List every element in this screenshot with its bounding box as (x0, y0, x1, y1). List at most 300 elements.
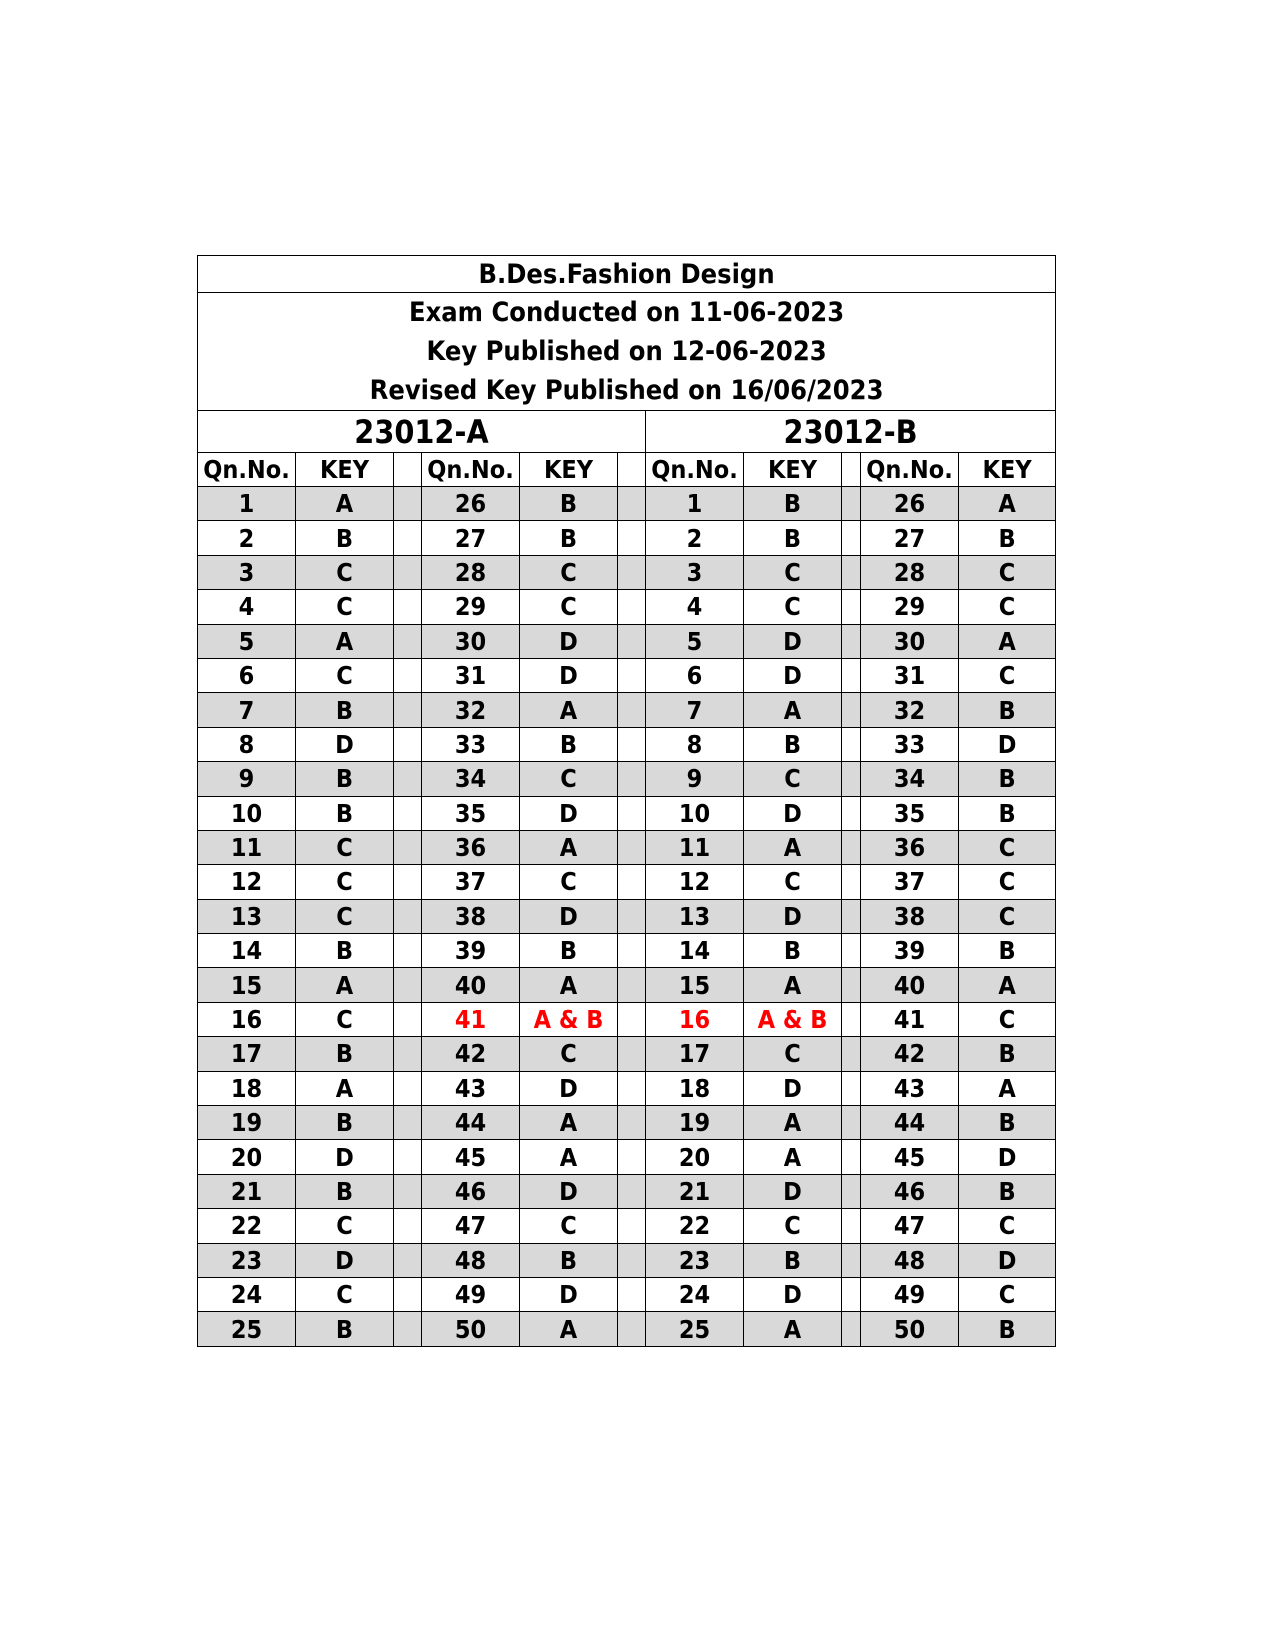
question-number-cell: 50 (861, 1312, 959, 1346)
question-number-cell: 38 (861, 899, 959, 933)
column-spacer (394, 1243, 422, 1277)
answer-key-cell: B (296, 1312, 394, 1346)
question-number-cell: 34 (422, 762, 520, 796)
question-number-cell: 32 (422, 693, 520, 727)
column-spacer (842, 1312, 861, 1346)
answer-key-cell: B (959, 762, 1056, 796)
table-row (198, 590, 1056, 624)
column-spacer (842, 762, 861, 796)
answer-key-cell: B (744, 934, 842, 968)
answer-key-cell: D (959, 727, 1056, 761)
answer-key-cell: B (959, 1312, 1056, 1346)
answer-key-cell: C (744, 590, 842, 624)
column-spacer (842, 453, 861, 487)
answer-key-cell: D (296, 727, 394, 761)
answer-key-cell: B (959, 693, 1056, 727)
column-header-key: KEY (520, 453, 618, 487)
answer-rows (198, 487, 1056, 1347)
question-number-cell: 10 (198, 796, 296, 830)
column-spacer (842, 487, 861, 521)
answer-key-cell: A (520, 1140, 618, 1174)
answer-key-cell: C (296, 899, 394, 933)
revised-date: Revised Key Published on 16/06/2023 (369, 375, 884, 406)
question-number-cell: 48 (422, 1243, 520, 1277)
question-number-cell: 21 (646, 1174, 744, 1208)
answer-key-cell: A (959, 1071, 1056, 1105)
answer-key-cell: A (744, 1106, 842, 1140)
question-number-cell: 25 (198, 1312, 296, 1346)
question-number-cell: 10 (646, 796, 744, 830)
answer-key-cell: A (296, 624, 394, 658)
question-number-cell: 44 (861, 1106, 959, 1140)
question-number-cell: 19 (646, 1106, 744, 1140)
column-spacer (842, 1071, 861, 1105)
column-spacer (618, 968, 646, 1002)
question-number-cell: 44 (422, 1106, 520, 1140)
answer-key-cell: C (959, 1002, 1056, 1036)
column-spacer (618, 865, 646, 899)
column-spacer (842, 693, 861, 727)
answer-key-cell: D (744, 899, 842, 933)
table-row (198, 899, 1056, 933)
set-a-heading: 23012-A (198, 411, 646, 453)
column-spacer (394, 487, 422, 521)
answer-key-cell: A & B (520, 1002, 618, 1036)
table-row (198, 487, 1056, 521)
question-number-cell: 34 (861, 762, 959, 796)
question-number-cell: 47 (861, 1209, 959, 1243)
question-number-cell: 16 (646, 1002, 744, 1036)
column-spacer (618, 1106, 646, 1140)
question-number-cell: 11 (646, 830, 744, 864)
answer-key-cell: B (959, 1174, 1056, 1208)
answer-key-cell: C (296, 1209, 394, 1243)
question-number-cell: 23 (198, 1243, 296, 1277)
table-row (198, 865, 1056, 899)
question-number-cell: 22 (646, 1209, 744, 1243)
column-spacer (842, 1140, 861, 1174)
table-row (198, 1140, 1056, 1174)
answer-key-cell: C (296, 590, 394, 624)
answer-key-cell: C (959, 1209, 1056, 1243)
answer-key-cell: D (520, 1174, 618, 1208)
column-spacer (842, 1106, 861, 1140)
column-spacer (842, 830, 861, 864)
question-number-cell: 9 (646, 762, 744, 796)
answer-key-cell: D (296, 1140, 394, 1174)
column-spacer (842, 658, 861, 692)
question-number-cell: 28 (861, 555, 959, 589)
answer-key-cell: C (520, 1209, 618, 1243)
question-number-cell: 36 (422, 830, 520, 864)
column-spacer (394, 899, 422, 933)
answer-key-cell: A (296, 487, 394, 521)
question-number-cell: 41 (861, 1002, 959, 1036)
answer-key-cell: A (959, 624, 1056, 658)
answer-key-cell: A (744, 1140, 842, 1174)
answer-key-cell: B (959, 521, 1056, 555)
question-number-cell: 12 (198, 865, 296, 899)
column-spacer (394, 830, 422, 864)
question-number-cell: 31 (422, 658, 520, 692)
column-spacer (618, 762, 646, 796)
answer-key-cell: D (744, 1071, 842, 1105)
answer-key-cell: C (296, 658, 394, 692)
question-number-cell: 5 (198, 624, 296, 658)
answer-key-cell: C (744, 1037, 842, 1071)
dates-block (198, 293, 1056, 411)
question-number-cell: 30 (861, 624, 959, 658)
question-number-cell: 33 (422, 727, 520, 761)
answer-key-cell: B (296, 762, 394, 796)
column-spacer (394, 624, 422, 658)
question-number-cell: 20 (198, 1140, 296, 1174)
answer-key-cell: D (744, 1277, 842, 1311)
question-number-cell: 35 (422, 796, 520, 830)
question-number-cell: 45 (861, 1140, 959, 1174)
answer-key-cell: B (959, 934, 1056, 968)
column-spacer (618, 1209, 646, 1243)
set-b-heading: 23012-B (646, 411, 1056, 453)
answer-key-cell: B (520, 727, 618, 761)
answer-key-cell: B (296, 934, 394, 968)
question-number-cell: 32 (861, 693, 959, 727)
question-number-cell: 7 (646, 693, 744, 727)
answer-key-cell: B (959, 1037, 1056, 1071)
answer-key-cell: D (744, 624, 842, 658)
answer-key-cell: C (296, 1277, 394, 1311)
column-spacer (842, 934, 861, 968)
column-spacer (394, 1312, 422, 1346)
question-number-cell: 43 (861, 1071, 959, 1105)
column-header-qn: Qn.No. (861, 453, 959, 487)
answer-key-cell: C (959, 899, 1056, 933)
question-number-cell: 6 (646, 658, 744, 692)
column-spacer (842, 1243, 861, 1277)
question-number-cell: 35 (861, 796, 959, 830)
column-spacer (842, 1277, 861, 1311)
column-spacer (394, 1002, 422, 1036)
column-spacer (394, 555, 422, 589)
column-spacer (618, 521, 646, 555)
answer-key-cell: D (520, 899, 618, 933)
answer-key-cell: A (296, 1071, 394, 1105)
column-spacer (618, 830, 646, 864)
question-number-cell: 43 (422, 1071, 520, 1105)
question-number-cell: 24 (646, 1277, 744, 1311)
question-number-cell: 30 (422, 624, 520, 658)
column-spacer (618, 487, 646, 521)
question-number-cell: 28 (422, 555, 520, 589)
column-spacer (394, 1277, 422, 1311)
question-number-cell: 8 (646, 727, 744, 761)
answer-key-cell: C (520, 590, 618, 624)
answer-key-cell: D (744, 796, 842, 830)
answer-key-cell: B (520, 1243, 618, 1277)
answer-key-cell: A (744, 1312, 842, 1346)
question-number-cell: 18 (198, 1071, 296, 1105)
column-spacer (842, 521, 861, 555)
column-spacer (394, 1106, 422, 1140)
table-row (198, 521, 1056, 555)
exam-date: Exam Conducted on 11-06-2023 (409, 297, 845, 328)
answer-key-cell: C (296, 830, 394, 864)
answer-key-cell: A (959, 968, 1056, 1002)
column-spacer (618, 1140, 646, 1174)
table-row (198, 830, 1056, 864)
column-spacer (618, 658, 646, 692)
answer-key-cell: C (296, 555, 394, 589)
column-spacer (394, 865, 422, 899)
answer-key-cell: B (296, 521, 394, 555)
question-number-cell: 9 (198, 762, 296, 796)
answer-key-cell: A (296, 968, 394, 1002)
question-number-cell: 49 (861, 1277, 959, 1311)
answer-key-cell: B (520, 934, 618, 968)
question-number-cell: 37 (422, 865, 520, 899)
table-row (198, 1312, 1056, 1346)
question-number-cell: 15 (198, 968, 296, 1002)
answer-key-cell: B (520, 487, 618, 521)
question-number-cell: 29 (422, 590, 520, 624)
answer-key-cell: C (520, 762, 618, 796)
column-spacer (618, 590, 646, 624)
answer-key-cell: B (959, 1106, 1056, 1140)
question-number-cell: 11 (198, 830, 296, 864)
column-header-row (198, 453, 1056, 487)
question-number-cell: 7 (198, 693, 296, 727)
column-spacer (394, 1071, 422, 1105)
table-row (198, 1174, 1056, 1208)
question-number-cell: 14 (646, 934, 744, 968)
table-row (198, 1277, 1056, 1311)
column-spacer (618, 1174, 646, 1208)
answer-key-cell: A (744, 693, 842, 727)
question-number-cell: 33 (861, 727, 959, 761)
table-row (198, 796, 1056, 830)
column-spacer (842, 865, 861, 899)
column-spacer (394, 1037, 422, 1071)
question-number-cell: 4 (198, 590, 296, 624)
column-spacer (842, 727, 861, 761)
answer-key-cell: C (959, 555, 1056, 589)
column-spacer (842, 968, 861, 1002)
question-number-cell: 17 (198, 1037, 296, 1071)
answer-key-cell: D (520, 658, 618, 692)
question-number-cell: 27 (422, 521, 520, 555)
question-number-cell: 3 (198, 555, 296, 589)
column-spacer (842, 624, 861, 658)
answer-key-cell: A (520, 1106, 618, 1140)
column-spacer (618, 624, 646, 658)
table-row (198, 934, 1056, 968)
question-number-cell: 39 (422, 934, 520, 968)
question-number-cell: 17 (646, 1037, 744, 1071)
column-spacer (394, 521, 422, 555)
question-number-cell: 19 (198, 1106, 296, 1140)
column-spacer (394, 968, 422, 1002)
answer-key-table (197, 255, 1056, 1347)
answer-key-cell: D (296, 1243, 394, 1277)
question-number-cell: 38 (422, 899, 520, 933)
column-spacer (618, 1002, 646, 1036)
column-spacer (394, 693, 422, 727)
question-number-cell: 1 (198, 487, 296, 521)
answer-key-cell: C (959, 658, 1056, 692)
question-number-cell: 2 (198, 521, 296, 555)
question-number-cell: 4 (646, 590, 744, 624)
table-row (198, 693, 1056, 727)
question-number-cell: 15 (646, 968, 744, 1002)
answer-key-cell: D (520, 624, 618, 658)
table-row (198, 762, 1056, 796)
answer-key-cell: A & B (744, 1002, 842, 1036)
answer-key-cell: A (520, 830, 618, 864)
question-number-cell: 40 (861, 968, 959, 1002)
question-number-cell: 41 (422, 1002, 520, 1036)
question-number-cell: 36 (861, 830, 959, 864)
answer-key-cell: B (296, 1106, 394, 1140)
answer-key-cell: C (959, 590, 1056, 624)
column-spacer (618, 1071, 646, 1105)
column-spacer (394, 590, 422, 624)
answer-key-cell: C (959, 830, 1056, 864)
answer-key-cell: C (744, 865, 842, 899)
column-spacer (618, 1277, 646, 1311)
column-spacer (618, 796, 646, 830)
answer-key-cell: D (744, 658, 842, 692)
question-number-cell: 3 (646, 555, 744, 589)
column-header-key: KEY (744, 453, 842, 487)
column-header-qn: Qn.No. (198, 453, 296, 487)
table-row (198, 658, 1056, 692)
question-number-cell: 49 (422, 1277, 520, 1311)
document-title: B.Des.Fashion Design (198, 256, 1056, 293)
answer-key-cell: D (520, 1277, 618, 1311)
answer-key-cell: B (296, 796, 394, 830)
question-number-cell: 16 (198, 1002, 296, 1036)
question-number-cell: 26 (422, 487, 520, 521)
answer-key-cell: D (959, 1243, 1056, 1277)
column-spacer (842, 555, 861, 589)
column-spacer (618, 1312, 646, 1346)
answer-key-cell: C (296, 865, 394, 899)
column-spacer (842, 1174, 861, 1208)
table-row (198, 1037, 1056, 1071)
answer-key-cell: C (744, 555, 842, 589)
answer-key-cell: A (744, 830, 842, 864)
answer-key-cell: C (959, 865, 1056, 899)
question-number-cell: 20 (646, 1140, 744, 1174)
question-number-cell: 18 (646, 1071, 744, 1105)
question-number-cell: 48 (861, 1243, 959, 1277)
question-number-cell: 21 (198, 1174, 296, 1208)
column-spacer (618, 1037, 646, 1071)
answer-key-cell: B (744, 487, 842, 521)
column-header-qn: Qn.No. (646, 453, 744, 487)
answer-key-cell: A (959, 487, 1056, 521)
answer-key-cell: C (744, 1209, 842, 1243)
question-number-cell: 39 (861, 934, 959, 968)
question-number-cell: 50 (422, 1312, 520, 1346)
column-spacer (394, 762, 422, 796)
table-row (198, 727, 1056, 761)
table-row (198, 624, 1056, 658)
column-header-qn: Qn.No. (422, 453, 520, 487)
question-number-cell: 12 (646, 865, 744, 899)
answer-key-cell: B (959, 796, 1056, 830)
table-row (198, 1002, 1056, 1036)
question-number-cell: 1 (646, 487, 744, 521)
column-spacer (394, 727, 422, 761)
question-number-cell: 42 (861, 1037, 959, 1071)
column-header-key: KEY (959, 453, 1056, 487)
question-number-cell: 37 (861, 865, 959, 899)
answer-key-cell: A (520, 693, 618, 727)
question-number-cell: 13 (198, 899, 296, 933)
question-number-cell: 14 (198, 934, 296, 968)
column-spacer (842, 1209, 861, 1243)
answer-key-cell: B (744, 727, 842, 761)
column-spacer (618, 555, 646, 589)
column-spacer (618, 1243, 646, 1277)
question-number-cell: 46 (422, 1174, 520, 1208)
question-number-cell: 24 (198, 1277, 296, 1311)
answer-key-cell: B (296, 1037, 394, 1071)
question-number-cell: 45 (422, 1140, 520, 1174)
column-spacer (394, 1140, 422, 1174)
question-number-cell: 2 (646, 521, 744, 555)
answer-key-cell: C (959, 1277, 1056, 1311)
column-spacer (842, 1002, 861, 1036)
table-row (198, 1106, 1056, 1140)
table-row (198, 555, 1056, 589)
column-spacer (842, 1037, 861, 1071)
answer-key-cell: A (744, 968, 842, 1002)
answer-key-cell: B (744, 1243, 842, 1277)
column-spacer (394, 796, 422, 830)
answer-key-cell: C (744, 762, 842, 796)
question-number-cell: 40 (422, 968, 520, 1002)
column-spacer (618, 453, 646, 487)
question-number-cell: 42 (422, 1037, 520, 1071)
question-number-cell: 6 (198, 658, 296, 692)
column-spacer (618, 899, 646, 933)
column-spacer (618, 727, 646, 761)
question-number-cell: 26 (861, 487, 959, 521)
column-spacer (394, 934, 422, 968)
column-spacer (394, 658, 422, 692)
answer-key-cell: C (520, 865, 618, 899)
table-row (198, 1243, 1056, 1277)
answer-key-cell: D (959, 1140, 1056, 1174)
question-number-cell: 29 (861, 590, 959, 624)
question-number-cell: 25 (646, 1312, 744, 1346)
table-row (198, 1209, 1056, 1243)
column-spacer (842, 899, 861, 933)
question-number-cell: 5 (646, 624, 744, 658)
question-number-cell: 22 (198, 1209, 296, 1243)
answer-key-cell: A (520, 968, 618, 1002)
column-header-key: KEY (296, 453, 394, 487)
column-spacer (842, 796, 861, 830)
column-spacer (618, 934, 646, 968)
answer-key-cell: B (296, 693, 394, 727)
answer-key-cell: B (520, 521, 618, 555)
question-number-cell: 23 (646, 1243, 744, 1277)
question-number-cell: 46 (861, 1174, 959, 1208)
answer-key-cell: D (744, 1174, 842, 1208)
